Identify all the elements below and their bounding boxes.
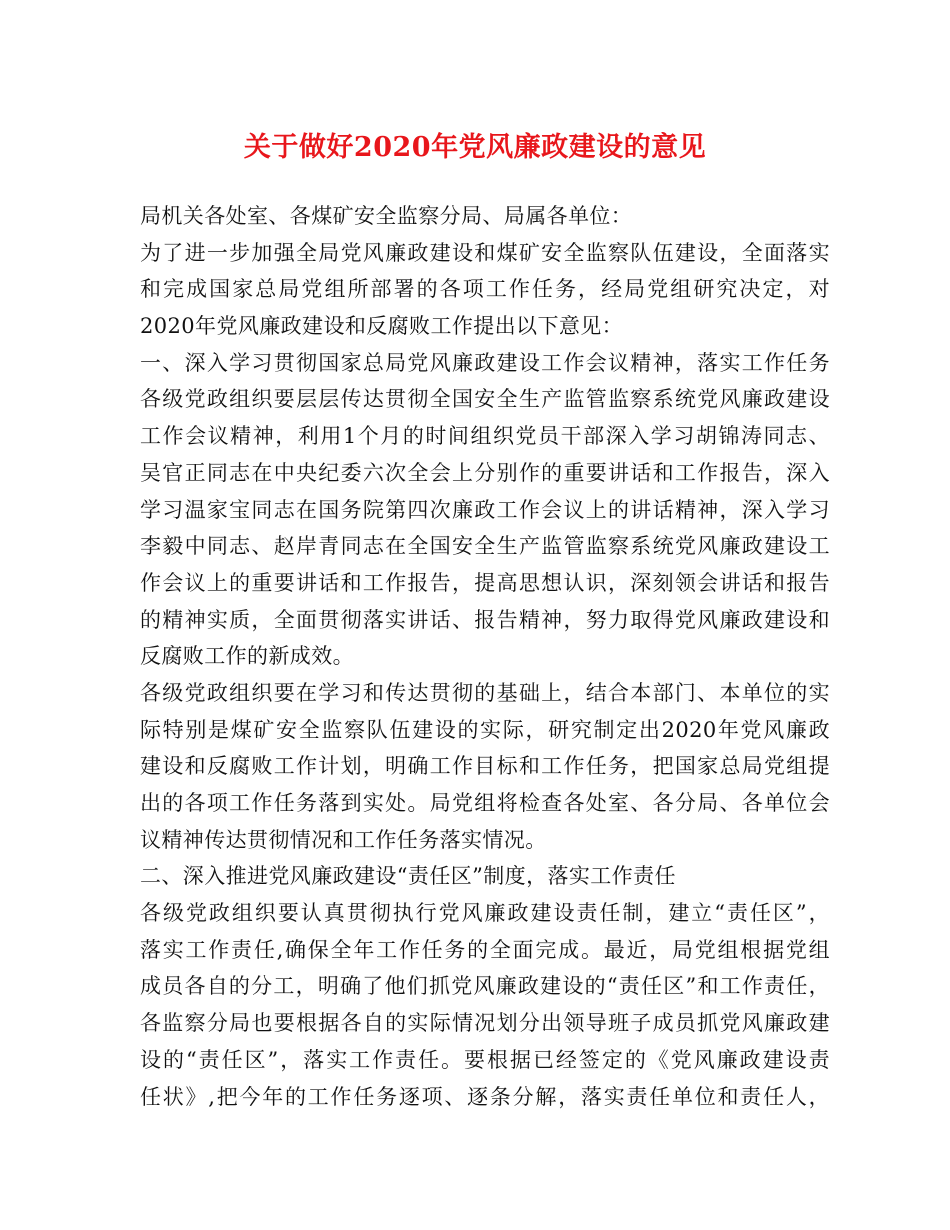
paragraph-line: 任状》,把今年的工作任务逐项、逐条分解，落实责任单位和责任人， — [140, 1084, 830, 1109]
section-heading-2: 二、深入推进党风廉政建设“责任区”制度，落实工作责任 — [140, 864, 676, 889]
paragraph-line: 学习温家宝同志在国务院第四次廉政工作会议上的讲话精神，深入学习 — [140, 497, 830, 522]
paragraph-line: 建设和反腐败工作计划，明确工作目标和工作任务，把国家总局党组提 — [140, 754, 830, 779]
document-body — [140, 198, 830, 1115]
paragraph-line: 工作会议精神，利用1个月的时间组织党员干部深入学习胡锦涛同志、 — [140, 424, 830, 449]
paragraph-line: 落实工作责任,确保全年工作任务的全面完成。最近，局党组根据党组 — [140, 937, 830, 962]
document-title: 关于做好2020年党风廉政建设的意见 — [243, 132, 707, 163]
paragraph-line: 设的“责任区”，落实工作责任。要根据已经签定的《党风廉政建设责 — [140, 1047, 830, 1072]
paragraph-line: 各级党政组织要在学习和传达贯彻的基础上，结合本部门、本单位的实 — [140, 680, 830, 705]
paragraph-line: 际特别是煤矿安全监察队伍建设的实际，研究制定出2020年党风廉政 — [140, 717, 830, 742]
paragraph-line: 的精神实质，全面贯彻落实讲话、报告精神，努力取得党风廉政建设和 — [140, 607, 830, 632]
paragraph-line: 出的各项工作任务落到实处。局党组将检查各处室、各分局、各单位会 — [140, 791, 830, 815]
paragraph-line: 2020年党风廉政建设和反腐败工作提出以下意见： — [140, 314, 624, 339]
section-heading-1: 一、深入学习贯彻国家总局党风廉政建设工作会议精神，落实工作任务 — [140, 350, 830, 375]
paragraph-line: 反腐败工作的新成效。 — [140, 644, 354, 669]
paragraph-line: 成员各自的分工，明确了他们抓党风廉政建设的“责任区”和工作责任， — [140, 974, 830, 999]
paragraph-line: 作会议上的重要讲话和工作报告，提高思想认识，深刻领会讲话和报告 — [140, 570, 830, 595]
paragraph-line: 李毅中同志、赵岸青同志在全国安全生产监管监察系统党风廉政建设工 — [140, 534, 830, 559]
paragraph-line: 议精神传达贯彻情况和工作任务落实情况。 — [140, 827, 547, 852]
paragraph-line: 和完成国家总局党组所部署的各项工作任务，经局党组研究决定，对 — [140, 277, 830, 302]
paragraph-line: 吴官正同志在中央纪委六次全会上分别作的重要讲话和工作报告，深入 — [140, 460, 830, 485]
paragraph-line: 各级党政组织要层层传达贯彻全国安全生产监管监察系统党风廉政建设 — [140, 387, 830, 412]
paragraph-line: 各监察分局也要根据各自的实际情况划分出领导班子成员抓党风廉政建 — [140, 1011, 830, 1036]
paragraph-line: 各级党政组织要认真贯彻执行党风廉政建设责任制，建立“责任区”， — [140, 901, 830, 926]
paragraph-line: 为了进一步加强全局党风廉政建设和煤矿安全监察队伍建设，全面落实 — [140, 240, 830, 265]
salutation-line: 局机关各处室、各煤矿安全监察分局、局属各单位： — [140, 204, 633, 228]
